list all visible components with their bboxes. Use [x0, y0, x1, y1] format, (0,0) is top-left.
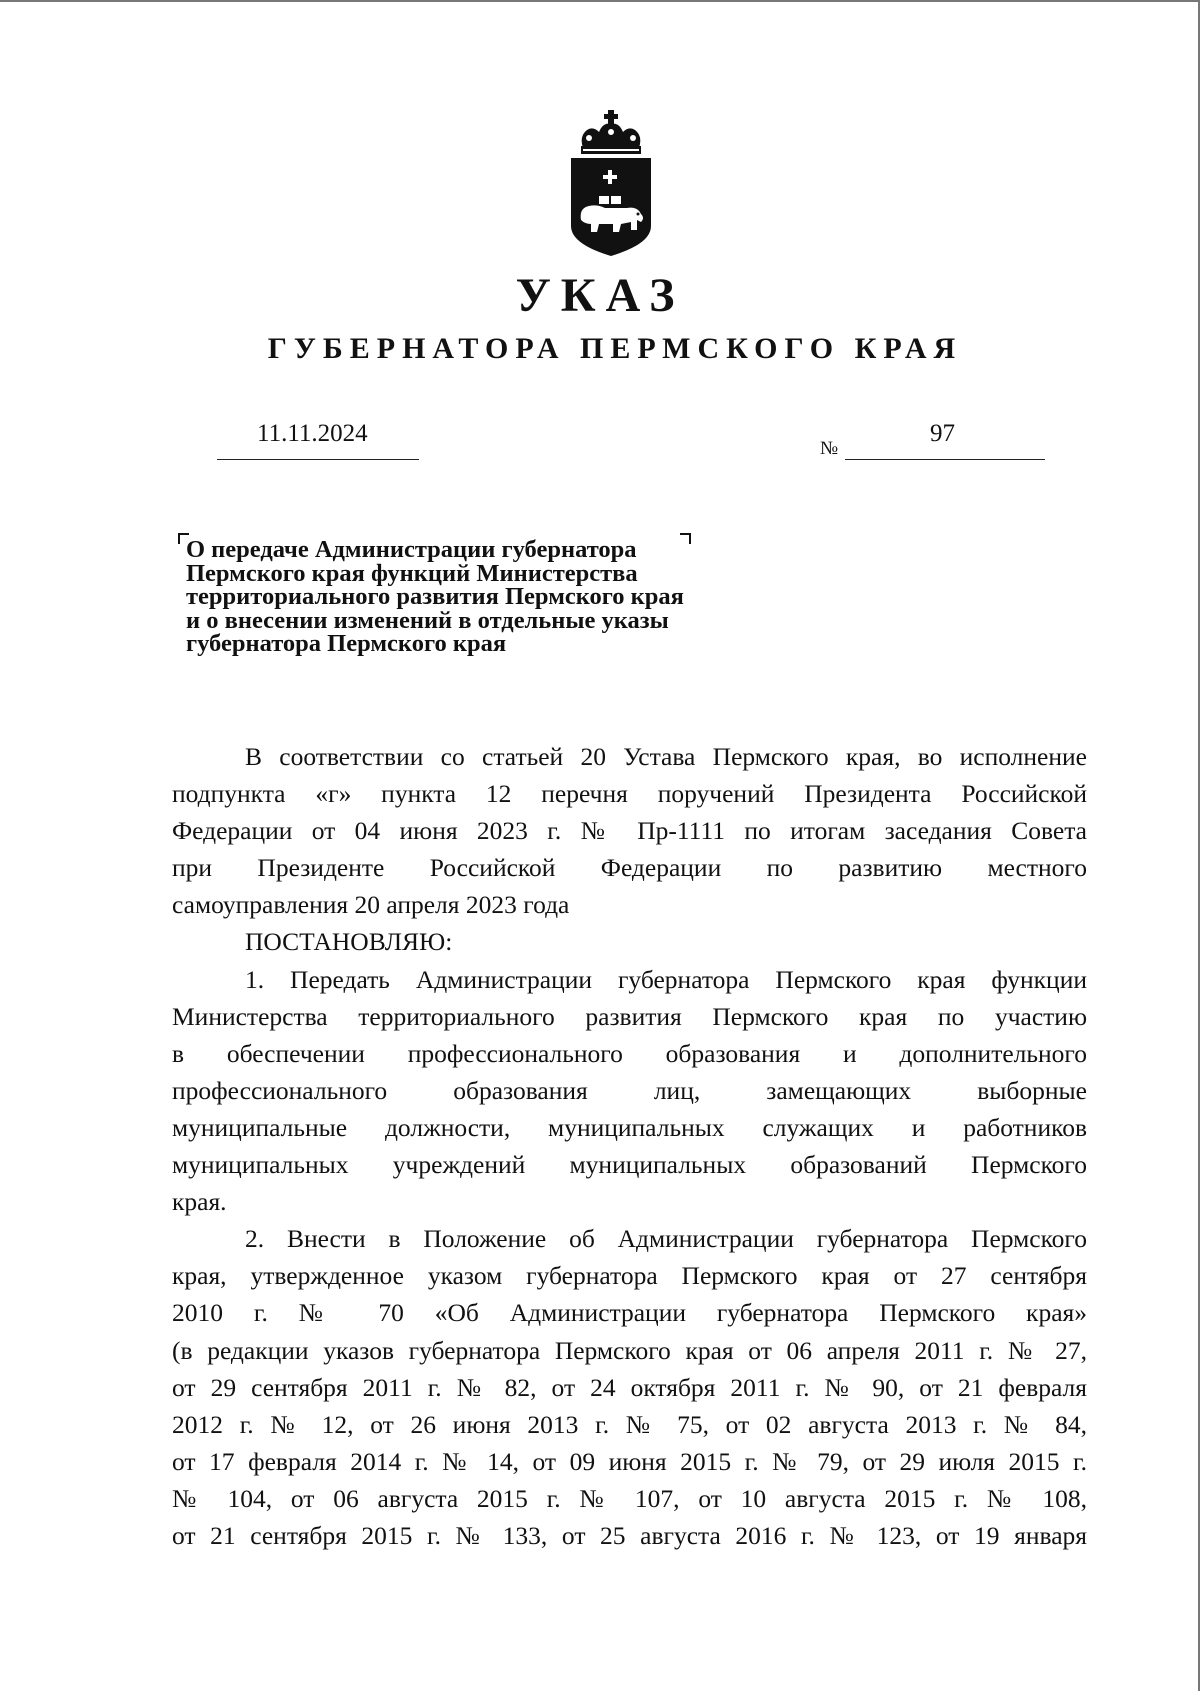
document-title: УКАЗ: [515, 269, 685, 322]
date-underline: [217, 459, 419, 460]
text-line: при Президенте Российской Федерации по развитию местного: [172, 853, 1087, 883]
decree-date-value: 11.11.2024: [257, 420, 368, 447]
text-line: от 21 сентября 2015 г. № 133, от 25 августа 2016 г. № 123, от 19 января: [172, 1520, 1087, 1550]
decree-heading: [186, 538, 786, 656]
text-line: муниципальные должности, муниципальных служащих и работников: [172, 1112, 1087, 1142]
decree-number: [820, 420, 1045, 460]
heading-line: территориального развития Пермского края: [186, 583, 684, 610]
item-1-paragraph: [172, 961, 1087, 1221]
decree-number-value: 97: [930, 420, 955, 447]
decree-word: ПОСТАНОВЛЯЮ:: [245, 927, 453, 957]
heading-line: и о внесении изменений в отдельные указы: [186, 606, 669, 634]
text-line: Федерации от 04 июня 2023 г. № Пр-1111 по итогам заседания Совета: [172, 816, 1087, 846]
text-line: подпункта «г» пункта 12 перечня поручений Президента Российской: [172, 779, 1087, 809]
preamble-paragraph: [172, 738, 1087, 923]
item-2-paragraph: [172, 1220, 1087, 1554]
text-line: от 29 сентября 2011 г. № 82, от 24 октября 2011 г. № 90, от 21 февраля: [172, 1372, 1087, 1402]
number-sign: №: [820, 438, 839, 459]
text-line: 2012 г. № 12, от 26 июня 2013 г. № 75, от 02 августа 2013 г. № 84,: [172, 1409, 1087, 1439]
text-line: края.: [172, 1187, 227, 1217]
text-line: от 17 февраля 2014 г. № 14, от 09 июня 2015 г. № 79, от 29 июля 2015 г.: [172, 1446, 1087, 1476]
number-underline: [845, 459, 1045, 460]
coat-of-arms-icon: [565, 108, 657, 258]
text-line: (в редакции указов губернатора Пермского края от 06 апреля 2011 г. № 27,: [172, 1335, 1087, 1365]
scan-border-top: [0, 0, 1200, 2]
text-line: Министерства территориального развития Пермского края по участию: [172, 1001, 1087, 1031]
heading-line: губернатора Пермского края: [186, 630, 507, 657]
text-line: 2. Внести в Положение об Администрации губернатора Пермского: [245, 1224, 1087, 1254]
decree-body: [172, 738, 1087, 1554]
text-line: муниципальных учреждений муниципальных образований Пермского: [172, 1150, 1087, 1180]
heading-line: О передаче Администрации губернатора: [186, 536, 637, 563]
heading-line: Пермского края функций Министерства: [186, 559, 638, 587]
document-subtitle: ГУБЕРНАТОРА ПЕРМСКОГО КРАЯ: [267, 332, 963, 365]
text-line: № 104, от 06 августа 2015 г. № 107, от 10 августа 2015 г. № 108,: [172, 1483, 1087, 1513]
text-line: в обеспечении профессионального образования и дополнительного: [172, 1038, 1087, 1068]
decree-date: [217, 420, 419, 460]
text-line: профессионального образования лиц, замещающих выборные: [172, 1075, 1087, 1105]
text-line: 2010 г. № 70 «Об Администрации губернатора Пермского края»: [172, 1298, 1087, 1328]
decree-word-paragraph: [172, 923, 1087, 960]
text-line: В соответствии со статьей 20 Устава Пермского края, во исполнение: [245, 742, 1087, 771]
text-line: края, утвержденное указом губернатора Пермского края от 27 сентября: [172, 1261, 1087, 1291]
text-line: 1. Передать Администрации губернатора Пермского края функции: [245, 964, 1087, 994]
text-line: самоуправления 20 апреля 2023 года: [172, 890, 570, 920]
